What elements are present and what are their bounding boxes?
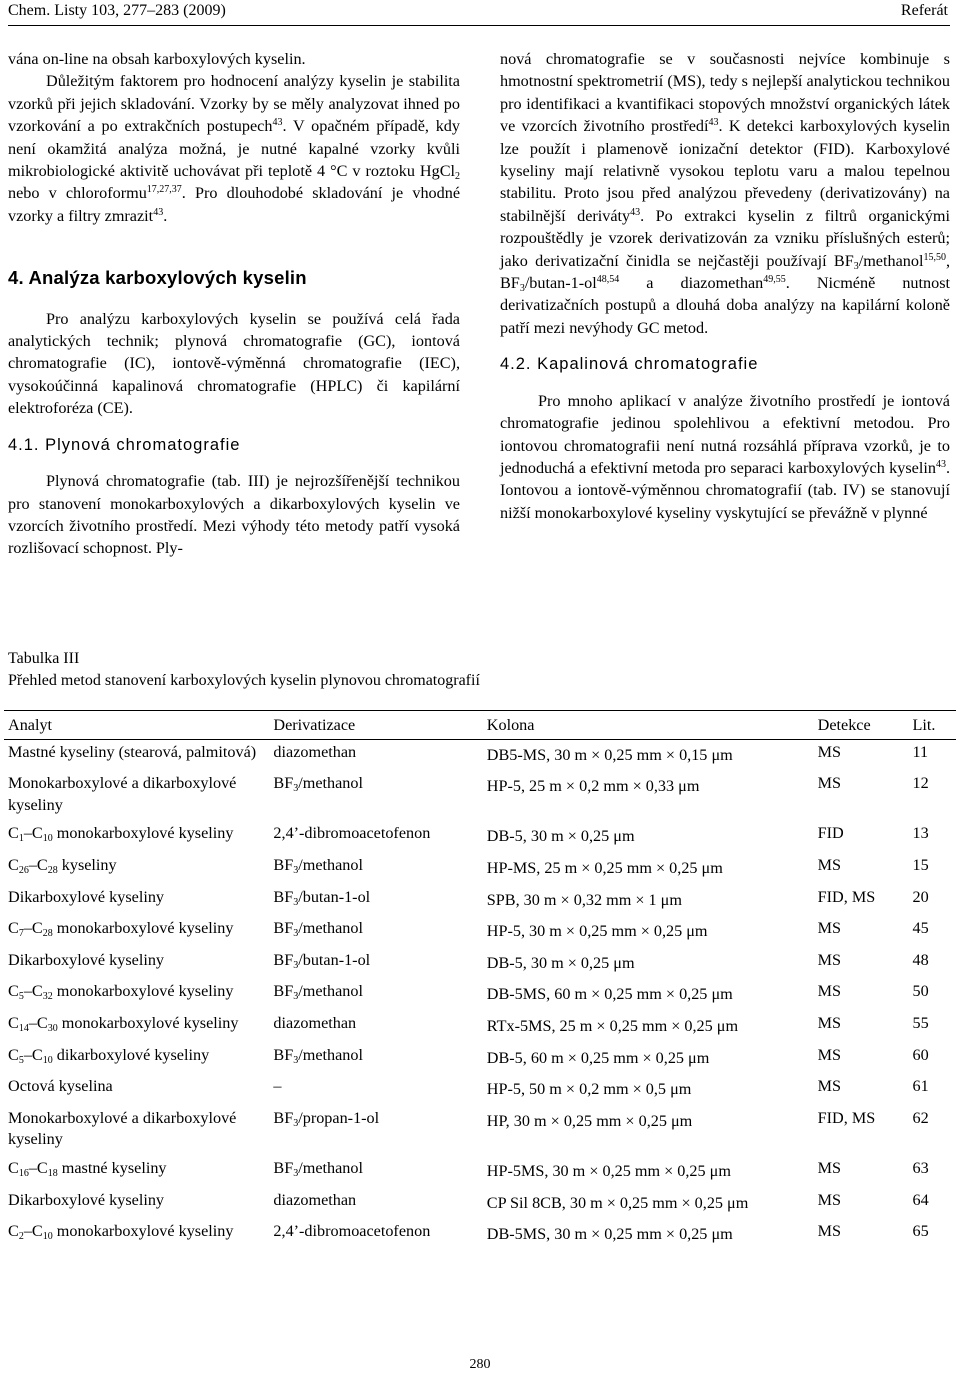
cell-lit: 15 (912, 855, 929, 874)
table-row (4, 771, 956, 821)
cell-kolona: CP Sil 8CB, 30 m × 0,25 mm × 0,25 μm (486, 1193, 749, 1212)
table-row (4, 1043, 956, 1075)
cell-kolona: RTx-5MS, 25 m × 0,25 mm × 0,25 μm (486, 1016, 739, 1035)
table-row (4, 739, 956, 771)
table-title: Přehled metod stanovení karboxylových kyselin plynovou chromatografií (8, 672, 480, 689)
col-header-analyt: Analyt (4, 711, 269, 740)
cell-lit: 12 (912, 774, 929, 793)
cell-kolona: HP-5MS, 30 m × 0,25 mm × 0,25 μm (486, 1161, 731, 1180)
cell-analyt: $C_5-C_{10}$ dikarboxylové kyseliny (8, 1045, 210, 1066)
cell-detekce: MS (817, 1045, 842, 1064)
cell-analyt: Dikarboxylové kyseliny (8, 887, 165, 906)
cell-lit: 45 (912, 919, 929, 938)
cell-kolona: HP-5, 25 m × 0,2 mm × 0,33 μm (486, 777, 700, 796)
cell-detekce: FID, MS (817, 887, 876, 906)
cell-derivatizace: $BF_3/propan-1-ol$ (273, 1108, 380, 1129)
cell-kolona: HP, 30 m × 0,25 mm × 0,25 μm (486, 1111, 693, 1130)
cell-derivatizace: diazomethan (273, 1013, 357, 1032)
cell-analyt: Dikarboxylové kyseliny (8, 1190, 165, 1209)
cell-analyt: Octová kyselina (8, 1077, 113, 1096)
cell-detekce: FID, MS (817, 1108, 876, 1127)
cell-detekce: MS (817, 982, 842, 1001)
cell-detekce: MS (817, 1158, 842, 1177)
cell-kolona: HP-5, 30 m × 0,25 mm × 0,25 μm (486, 922, 708, 941)
cell-lit: 55 (912, 1013, 929, 1032)
cell-derivatizace: diazomethan (273, 742, 357, 761)
cell-derivatizace: $BF_3/butan-1-ol$ (273, 950, 371, 971)
gc-methods-table (4, 710, 956, 1251)
cell-analyt: Dikarboxylové kyseliny (8, 950, 165, 969)
page-header (0, 0, 960, 30)
col-header-kolona: Kolona (483, 711, 814, 740)
cell-lit: 61 (912, 1077, 929, 1096)
paragraph-gc-continued: nová chromatografie se v současnosti nejvíce kombinuje s hmotnostní spektrometrií (MS), tedy s nejlepší analytickou technikou pro identifikaci a kvantifikaci stopových množství organických látek ve vzorcích životního prostředí$^{43}$. K detekci karboxylových kyselin lze použít i plamenově ionizační detektor (FID). Karboxylové kyseliny mají relativně vysokou teplotu varu a malou tepelnou stabilitu. Proto jsou před analýzou převedeny (derivatizovány) na stabilnější deriváty$^{43}$. Po extrakci kyselin z filtrů organickými rozpouštědly je vzorek derivatizován za vzniku příslušných esterů; jako derivatizační činidla se nejčastěji používají $BF_3/methanol^{15,50}$, $BF_3/butan-1-ol^{48,54}$ a diazomethan$^{49,55}$. Nicméně nutnost derivatizačních postupů a dlouhá doba analýzy na kapilární koloně patří mezi nevýhody GC metod. (500, 50, 950, 337)
cell-detekce: FID (817, 824, 844, 843)
cell-lit: 20 (912, 887, 929, 906)
cell-lit: 60 (912, 1045, 929, 1064)
table-row (4, 1219, 956, 1251)
col-header-lit: Lit. (909, 711, 956, 740)
cell-derivatizace: $BF_3$/methanol (273, 774, 363, 795)
cell-detekce: MS (817, 1013, 842, 1032)
paragraph-section-4-2: Pro mnoho aplikací v analýze životního prostředí je iontová chromatografie jedinou spolehlivou a efektivní metodou. Pro iontovou chromatografii není nutná rozsáhlá příprava vzorků, je to jednoduchá a efektivní metoda pro separaci karboxylových kyselin$^{43}$. Iontovou a iontově-výměnnou chromatografií (tab. IV) se stanovují nižší monokarboxylové kyseliny vyskytující se převážně v plynné (500, 391, 950, 522)
table-header-row (4, 711, 956, 740)
col-header-derivatizace: Derivatizace (269, 711, 482, 740)
cell-lit: 48 (912, 950, 929, 969)
cell-analyt: Monokarboxylové a dikarboxylové kyseliny (8, 1108, 237, 1149)
cell-kolona: HP-MS, 25 m × 0,25 mm × 0,25 μm (486, 858, 723, 877)
cell-kolona: DB-5, 30 m × 0,25 μm (486, 953, 635, 972)
section-4-1-heading: 4.1. Plynová chromatografie (8, 435, 241, 454)
cell-lit: 50 (912, 982, 929, 1001)
section-4-heading: 4. Analýza karboxylových kyselin (8, 267, 307, 289)
cell-kolona: DB5-MS, 30 m × 0,25 mm × 0,15 μm (486, 745, 733, 764)
page-number: 280 (469, 1357, 491, 1372)
cell-detekce: MS (817, 1077, 842, 1096)
cell-detekce: MS (817, 950, 842, 969)
cell-derivatizace: 2,4’-dibromoacetofenon (273, 1222, 431, 1241)
cell-lit: 62 (912, 1108, 929, 1127)
table-row (4, 821, 956, 853)
table-label: Tabulka III (8, 650, 80, 667)
cell-analyt: Mastné kyseliny (stearová, palmitová) (8, 742, 257, 761)
cell-lit: 11 (912, 742, 929, 761)
cell-detekce: MS (817, 742, 842, 761)
paragraph-sample-stability: Důležitým faktorem pro hodnocení analýzy kyselin je stabilita vzorků při jejich skladování. Vzorky by se měly analyzovat ihned po vzorkování a po extrakčních postupech$^{43}$. V opačném případě, kdy není okamžitá analýza možná, je nutné kapalné vzorky kvůli mikrobiologické aktivitě uchovávat při teplotě 4 °C v roztoku HgCl$_2$ nebo v chloroformu$^{17,27,37}$. Pro dlouhodobé skladování je vhodné vzorky a filtry zmrazit$^{43}$. (8, 72, 461, 225)
cell-detekce: MS (817, 855, 842, 874)
table-row (4, 1074, 956, 1106)
paragraph-section-4-1: Plynová chromatografie (tab. III) je nejrozšířenější technikou pro stanovení monokarboxylových a dikarboxylových kyselin ve vzorcích životního prostředí. Mezi výhody této metody patří vysoká rozlišovací schopnost. Ply- (8, 472, 460, 558)
cell-kolona: DB-5MS, 30 m × 0,25 mm × 0,25 μm (486, 1225, 733, 1244)
cell-kolona: DB-5, 60 m × 0,25 mm × 0,25 μm (486, 1048, 710, 1067)
table-row (4, 1011, 956, 1043)
cell-analyt: $C_{14}-C_{30}$ monokarboxylové kyseliny (8, 1013, 239, 1034)
table-caption (8, 648, 480, 692)
table-row (4, 885, 956, 917)
table-row (4, 979, 956, 1011)
cell-derivatizace: $BF_3$/methanol (273, 1158, 363, 1179)
table-row (4, 1188, 956, 1220)
journal-citation: Chem. Listy 103, 277–283 (2009) (8, 2, 226, 19)
section-4-2-heading: 4.2. Kapalinová chromatografie (500, 355, 759, 374)
cell-derivatizace: diazomethan (273, 1190, 357, 1209)
cell-detekce: MS (817, 774, 842, 793)
table-row (4, 1106, 956, 1156)
cell-analyt: $C_{26}-C_{28}$ kyseliny (8, 855, 117, 876)
col-header-detekce: Detekce (814, 711, 909, 740)
cell-lit: 63 (912, 1158, 929, 1177)
table-row (4, 853, 956, 885)
table-row (4, 948, 956, 980)
cell-analyt: $C_{16}-C_{18}$ mastné kyseliny (8, 1158, 167, 1179)
cell-detekce: MS (817, 1222, 842, 1241)
left-column (8, 48, 460, 560)
paragraph-continued: vána on-line na obsah karboxylových kyselin. (8, 50, 306, 68)
cell-derivatizace: $BF_3$/methanol (273, 919, 363, 940)
cell-derivatizace: $BF_3$/methanol (273, 982, 363, 1003)
cell-detekce: MS (817, 919, 842, 938)
cell-derivatizace: $BF_3/butan-1-ol$ (273, 887, 371, 908)
cell-derivatizace: – (273, 1077, 282, 1096)
header-rule (8, 25, 950, 26)
right-column (500, 48, 950, 524)
cell-analyt: $C_2-C_{10}$ monokarboxylové kyseliny (8, 1222, 234, 1243)
table-row (4, 1156, 956, 1188)
cell-lit: 65 (912, 1222, 929, 1241)
cell-derivatizace: $BF_3$/methanol (273, 855, 363, 876)
cell-analyt: $C_5-C_{32}$ monokarboxylové kyseliny (8, 982, 234, 1003)
cell-lit: 64 (912, 1190, 929, 1209)
cell-detekce: MS (817, 1190, 842, 1209)
cell-kolona: DB-5MS, 60 m × 0,25 mm × 0,25 μm (486, 985, 733, 1004)
cell-kolona: HP-5, 50 m × 0,2 mm × 0,5 μm (486, 1080, 692, 1099)
cell-derivatizace: 2,4’-dibromoacetofenon (273, 824, 431, 843)
cell-kolona: DB-5, 30 m × 0,25 μm (486, 827, 635, 846)
cell-analyt: $C_1-C_{10}$ monokarboxylové kyseliny (8, 824, 234, 845)
cell-lit: 13 (912, 824, 929, 843)
table-row (4, 916, 956, 948)
cell-analyt: $C_7-C_{28}$ monokarboxylové kyseliny (8, 919, 234, 940)
paragraph-section-4: Pro analýzu karboxylových kyselin se používá celá řada analytických technik; plynová chromatografie (GC), iontová chromatografie (IC), iontově-výměnná chromatografie (IEC), vysokoúčinná kapalinová chromatografie (HPLC) či kapilární elektroforéza (CE). (8, 309, 460, 418)
cell-derivatizace: $BF_3$/methanol (273, 1045, 363, 1066)
cell-analyt: Monokarboxylové a dikarboxylové kyseliny (8, 774, 237, 814)
article-type: Referát (900, 2, 948, 19)
cell-kolona: SPB, 30 m × 0,32 mm × 1 μm (486, 890, 682, 909)
